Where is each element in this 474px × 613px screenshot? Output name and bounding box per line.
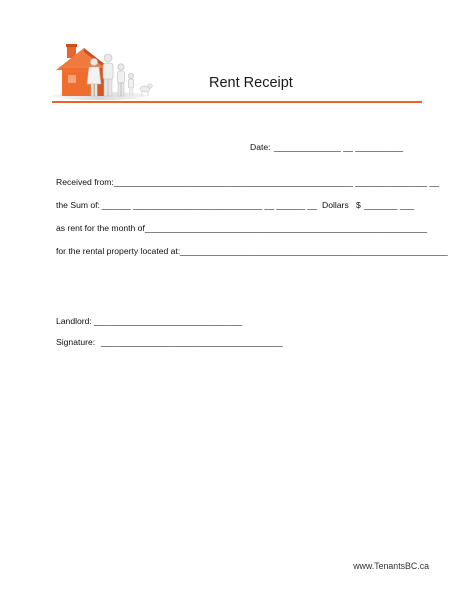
footer-website: www.TenantsBC.ca	[353, 561, 429, 571]
date-field[interactable]: ______________ __ __________	[274, 142, 404, 152]
received-from-label: Received from:	[56, 177, 114, 187]
rent-month-field[interactable]: ___________________________________________________________	[145, 223, 427, 233]
landlord-field[interactable]: _______________________________	[94, 316, 243, 326]
property-field[interactable]: ________________________________________________________	[180, 246, 448, 256]
received-from-field[interactable]: __________________________________________________ _______________ __	[114, 177, 439, 187]
date-label: Date:	[250, 142, 271, 152]
signature-field[interactable]: ______________________________________	[101, 337, 283, 347]
property-label: for the rental property located at:	[56, 246, 181, 256]
signature-label: Signature:	[56, 337, 96, 347]
page-title: Rent Receipt	[209, 75, 293, 91]
rent-month-label: as rent for the month of	[56, 223, 145, 233]
landlord-label: Landlord:	[56, 316, 92, 326]
dollar-sign: $	[356, 200, 361, 210]
sum-of-field[interactable]: ______ ___________________________ __ ______ __	[102, 200, 318, 210]
header-divider	[52, 101, 422, 103]
amount-field[interactable]: _______ ___	[364, 200, 415, 210]
sum-of-label: the Sum of:	[56, 200, 100, 210]
dollars-label: Dollars	[322, 200, 349, 210]
house-family-icon	[50, 42, 162, 102]
